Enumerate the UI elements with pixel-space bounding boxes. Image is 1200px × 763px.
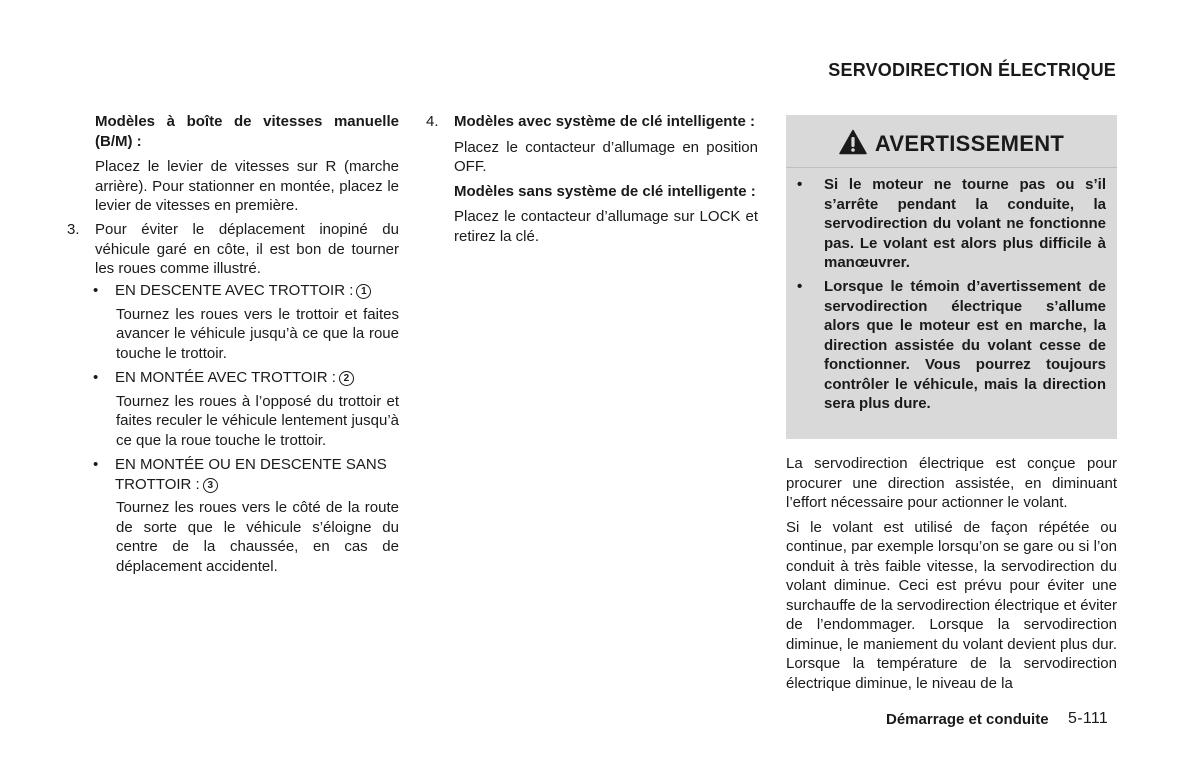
item-4-number: 4.: [426, 113, 439, 130]
bullet-3-label-line1: EN MONTÉE OU EN DESCENTE SANS: [115, 456, 387, 473]
bullet-3-label-line2: [115, 475, 399, 495]
item-3-number: 3.: [67, 221, 80, 238]
paragraph-2: Si le volant est utilisé de façon répétée ou continue, par exemple lorsqu’on se gare ou si l’on conduit à très faible vitesse, la servodirection du volant diminue. Ceci est prévu pour éviter une surchauffe de la servodirection électrique et éviter de l’endommager. Lorsque la servodirection diminue, le maniement du volant devient plus dur. Lorsque la température de la servodirection électrique diminue, le niveau de la: [786, 518, 1117, 692]
item-3-text: Pour éviter le déplacement inopiné du véhicule garé en côte, il est bon de tourner les roues comme illustré.: [95, 221, 399, 277]
bullet-dot: •: [93, 369, 99, 386]
bullet-2-label-line: [115, 368, 399, 388]
warning-bullet-dot: •: [797, 278, 803, 295]
bullet-dot: •: [93, 282, 99, 299]
nokey-text: Placez le contacteur d’allumage sur LOCK et retirez la clé.: [454, 208, 758, 245]
bullet-dot: •: [93, 456, 99, 473]
bullet-1-label-line: [115, 281, 399, 301]
bullet-2-text: Tournez les roues à l’opposé du trottoir et faites reculer le véhicule lentement jusqu’à ce que la roue touche le trottoir.: [116, 392, 399, 449]
bullet-3-label: TROTTOIR :: [115, 475, 200, 493]
bullet-3: [93, 455, 399, 576]
warning-divider: [786, 167, 1117, 168]
item-4-body: [454, 112, 758, 246]
page-number: 5-111: [1068, 710, 1109, 727]
footer-section-label: Démarrage et conduite: [886, 711, 1049, 728]
bullet-1-label: EN DESCENTE AVEC TROTTOIR :: [115, 282, 354, 299]
warning-header: [786, 123, 1117, 165]
bullet-1: [93, 281, 399, 363]
warning-item-2: Lorsque le témoin d’avertissement de servodirection électrique s’allume alors que le moteur est en marche, la direction assistée du volant cesse de fonctionner. Vous pourrez toujours contrôler le véhicule, mais la direction sera plus dure.: [824, 278, 1106, 412]
item-3: [67, 220, 399, 279]
column-3: [786, 454, 1117, 693]
warning-item-1: Si le moteur ne tourne pas ou s’il s’arrête pendant la conduite, la servodirection du volant ne fonctionne pas. Le volant est alors plus difficile à manœuvrer.: [824, 176, 1106, 271]
smartkey-text: Placez le contacteur d’allumage en position OFF.: [454, 138, 758, 175]
ref-1-icon: 1: [356, 284, 371, 299]
ref-2-icon: 2: [339, 371, 354, 386]
warning-bullet-dot: •: [797, 176, 803, 193]
bullet-2: [93, 368, 399, 450]
item-4: [426, 112, 758, 246]
bullet-2-label: EN MONTÉE AVEC TROTTOIR :: [115, 369, 336, 386]
bullet-1-text: Tournez les roues vers le trottoir et faites avancer le véhicule jusqu’à ce que la roue touche le trottoir.: [116, 305, 399, 362]
column-1: [95, 112, 399, 216]
warning-title: AVERTISSEMENT: [874, 131, 1065, 156]
ref-3-icon: 3: [203, 478, 218, 493]
section-title: SERVODIRECTION ÉLECTRIQUE: [828, 60, 1116, 80]
paragraph-1: La servodirection électrique est conçue pour procurer une direction assistée, en diminuant l’effort nécessaire pour actionner le volant.: [786, 455, 1117, 511]
manual-heading: Modèles à boîte de vitesses manuelle (B/M) :: [95, 113, 399, 150]
manual-text: Placez le levier de vitesses sur R (marche arrière). Pour stationner en montée, placez le levier de vitesses en première.: [95, 158, 399, 214]
smartkey-heading: Modèles avec système de clé intelligente :: [454, 113, 755, 130]
bullet-3-text: Tournez les roues vers le côté de la route de sorte que le véhicule s’éloigne du centre de la chaussée, en cas de déplacement accidentel.: [116, 499, 399, 575]
nokey-heading: Modèles sans système de clé intelligente :: [454, 182, 756, 200]
warning-triangle-icon: [839, 129, 867, 160]
warning-box: [786, 115, 1117, 439]
